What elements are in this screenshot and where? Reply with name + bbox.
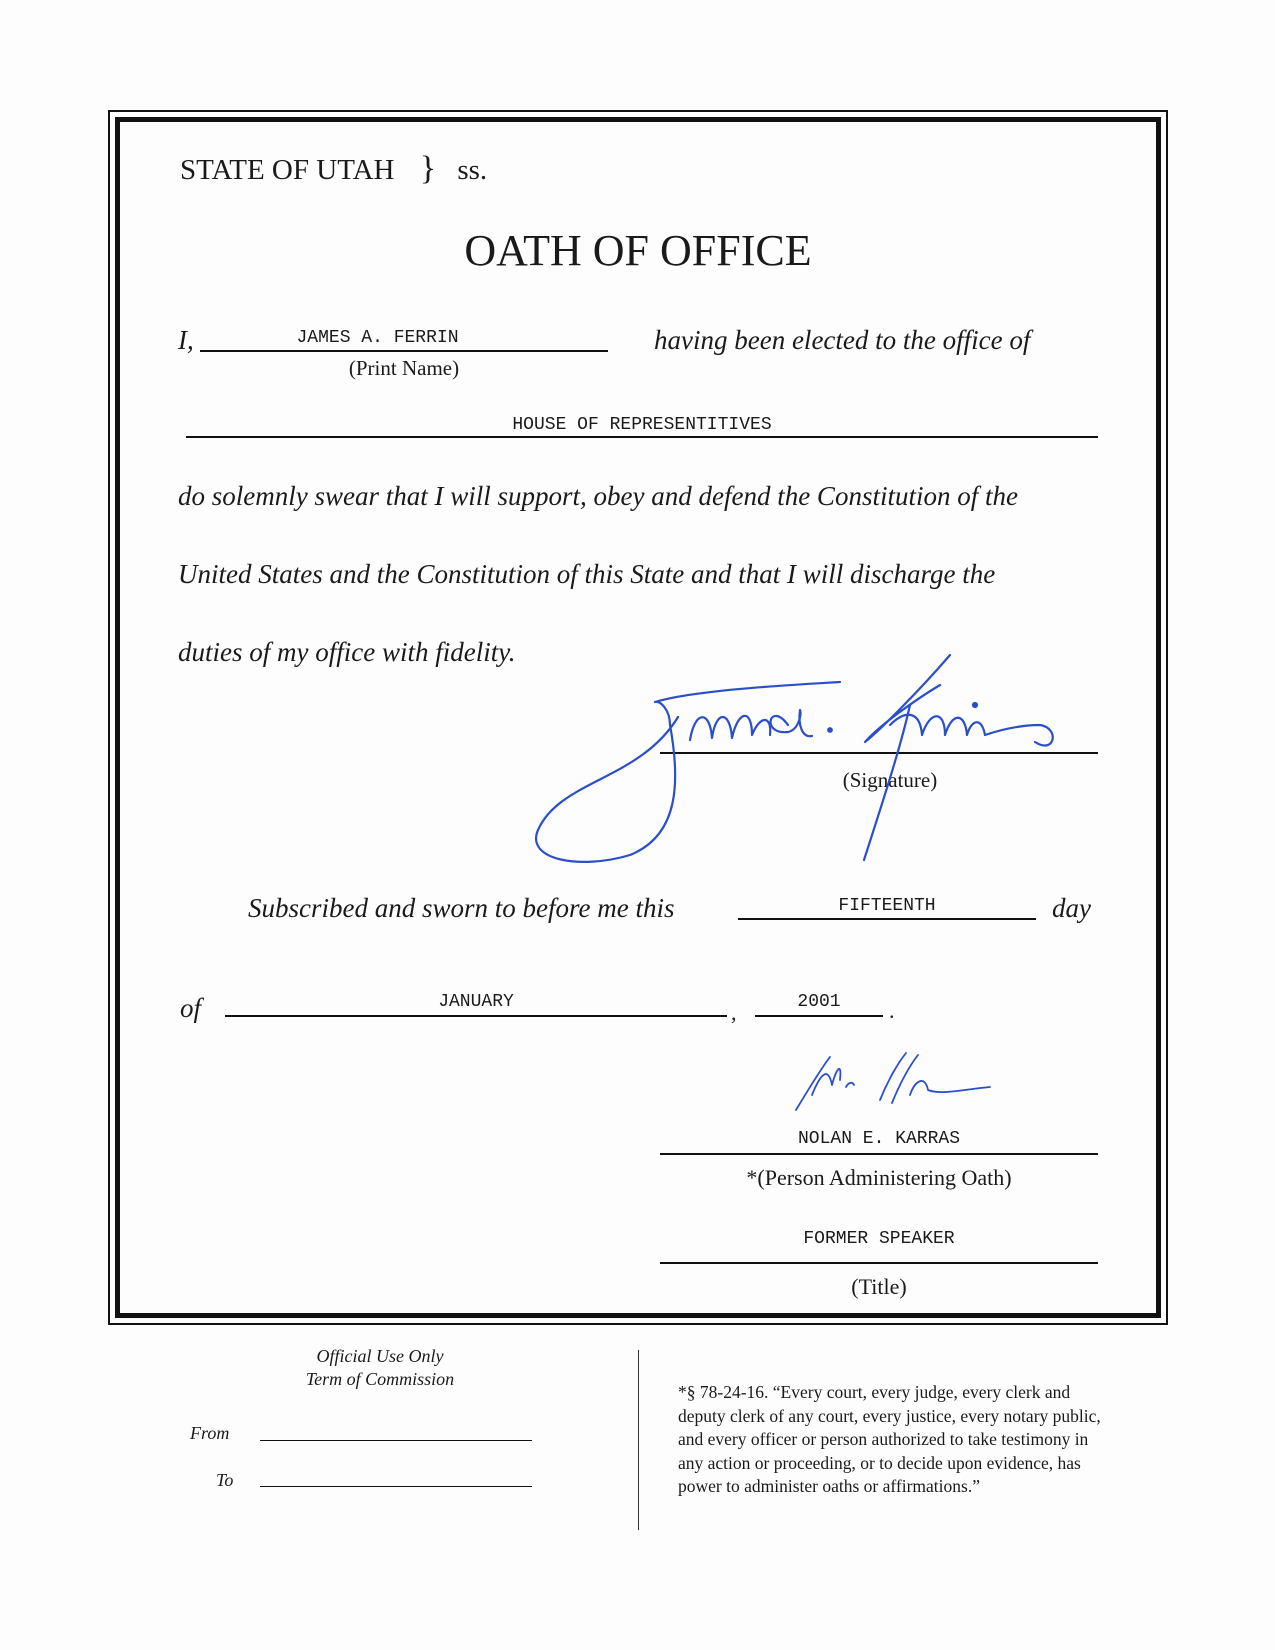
document-title: OATH OF OFFICE — [464, 226, 812, 275]
of-word: of — [180, 993, 202, 1023]
administrator-signature — [790, 1045, 1000, 1120]
from-line — [260, 1440, 532, 1441]
state-name: STATE OF UTAH — [180, 154, 395, 186]
month-line — [225, 1015, 727, 1017]
statute-line-4: any action or proceeding, or to decide upon evidence, has — [678, 1452, 1081, 1473]
print-name-value: JAMES A. FERRIN — [296, 328, 459, 348]
official-use-heading: Official Use Only — [316, 1346, 444, 1366]
term-of-commission-heading: Term of Commission — [305, 1369, 455, 1389]
month-value: JANUARY — [438, 992, 514, 1012]
statute-line-1: *§ 78-24-16. “Every court, every judge, every clerk and — [678, 1382, 1071, 1402]
statute-line-5: power to administer oaths or affirmations.” — [678, 1476, 980, 1496]
ss-abbreviation: ss. — [457, 154, 488, 186]
year-period: . — [889, 998, 895, 1023]
subscribed-text: Subscribed and sworn to before me this — [248, 893, 675, 923]
administrator-signature-lettering: N. Karras — [790, 1045, 794, 1046]
oath-taker-signature — [520, 630, 1080, 870]
print-name-line — [200, 350, 608, 352]
year-line — [755, 1015, 883, 1017]
administrator-title-caption: (Title) — [851, 1274, 907, 1299]
oath-text-line-1: do solemnly swear that I will support, obey and defend the Constitution of the — [178, 481, 1018, 511]
state-heading — [180, 150, 487, 188]
brace: } — [419, 150, 437, 187]
statute-line-2: deputy clerk of any court, every justice, every notary public, — [678, 1405, 1101, 1426]
oath-text-line-3: duties of my office with fidelity. — [178, 637, 516, 667]
day-value: FIFTEENTH — [838, 896, 936, 916]
elected-text: having been elected to the office of — [654, 325, 1031, 355]
signature-lettering: James A. Ferrin — [520, 630, 527, 631]
print-name-caption: (Print Name) — [348, 356, 460, 380]
statute-line-3: and every officer or person authorized to take testimony in — [678, 1429, 1089, 1449]
office-value: HOUSE OF REPRESENTITIVES — [512, 415, 772, 435]
from-label: From — [190, 1423, 230, 1443]
administrator-name-caption: *(Person Administering Oath) — [746, 1165, 1012, 1190]
day-word: day — [1052, 893, 1091, 923]
signature-caption: (Signature) — [842, 768, 938, 792]
year-value: 2001 — [797, 992, 841, 1012]
to-line — [260, 1486, 532, 1487]
administrator-title-value: FORMER SPEAKER — [803, 1229, 955, 1249]
administrator-name-line — [660, 1153, 1098, 1155]
oath-text-line-2: United States and the Constitution of this State and that I will discharge the — [178, 559, 996, 589]
office-line — [186, 436, 1098, 438]
oath-pronoun: I, — [178, 325, 194, 355]
month-comma: , — [731, 1000, 737, 1025]
to-label: To — [216, 1470, 234, 1490]
administrator-title-line — [660, 1262, 1098, 1264]
footer-divider — [638, 1350, 639, 1530]
administrator-name-value: NOLAN E. KARRAS — [797, 1129, 961, 1149]
day-line — [738, 918, 1036, 920]
statute-note — [678, 1381, 1101, 1499]
